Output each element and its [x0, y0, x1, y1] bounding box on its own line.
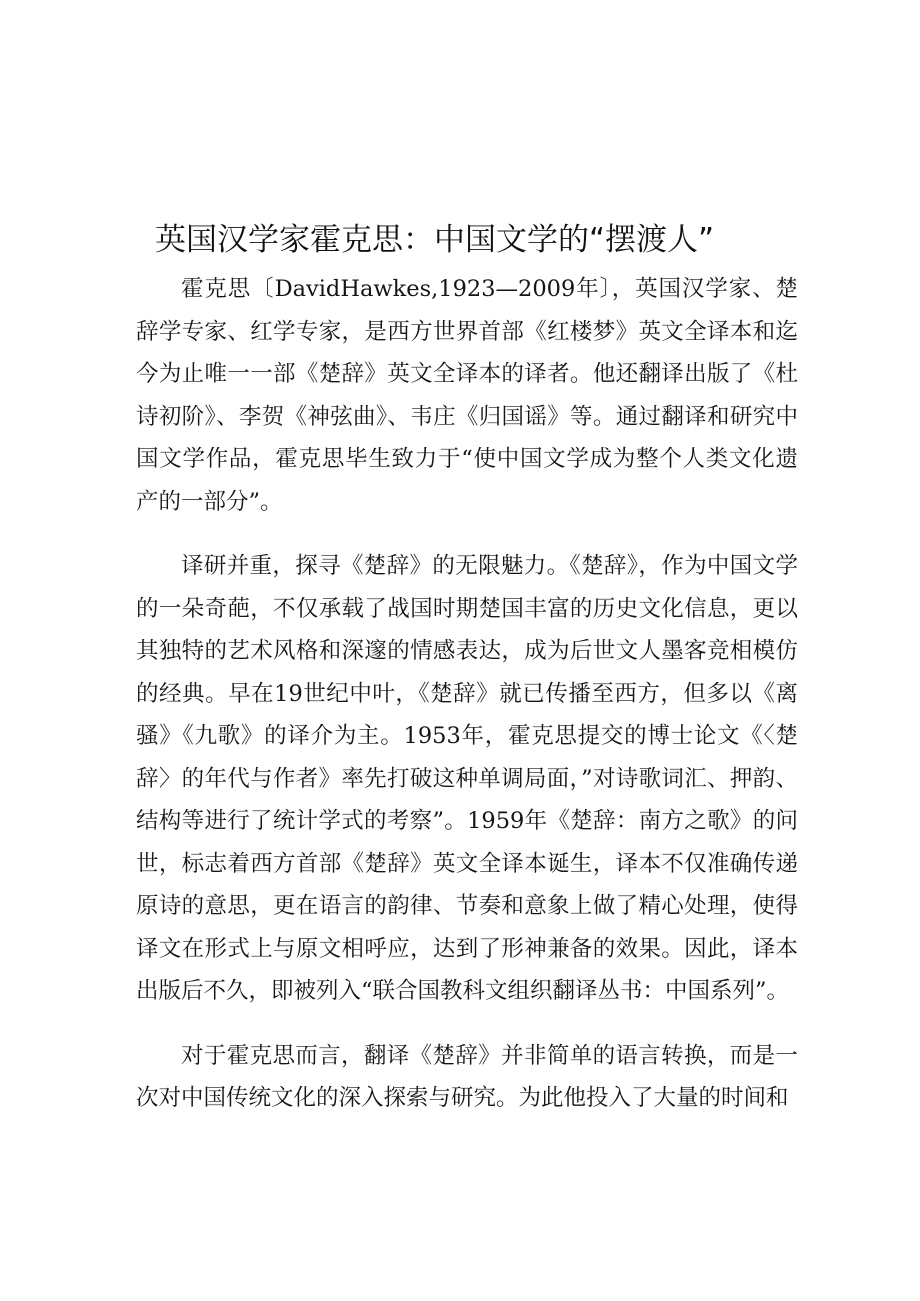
- article-body: [136, 268, 798, 1142]
- paragraph-research: 对于霍克思而言，翻译《楚辞》并非简单的语言转换，而是一次对中国传统文化的深入探索与研究。为此他投入了大量的时间和: [136, 1042, 798, 1111]
- paragraph-intro: 霍克思〔DavidHawkes,1923—2009年〕，英国汉学家、楚辞学专家、红学专家，是西方世界首部《红楼梦》英文全译本和迄今为止唯一一部《楚辞》英文全译本的译者。他还翻译出版了《杜诗初阶》、李贺《神弦曲》、韦庄《归国谣》等。通过翻译和研究中国文学作品，霍克思毕生致力于“使中国文学成为整个人类文化遗产的一部分”。: [136, 276, 798, 515]
- article-title: 英国汉学家霍克思：中国文学的“摆渡人”: [155, 222, 715, 258]
- paragraph-chuci-translation: 译研并重，探寻《楚辞》的无限魅力。《楚辞》，作为中国文学的一朵奇葩，不仅承载了战国时期楚国丰富的历史文化信息，更以其独特的艺术风格和深邃的情感表达，成为后世文人墨客竞相模仿的经典。早在19世纪中叶，《楚辞》就已传播至西方，但多以《离骚》《九歌》的译介为主。1953年，霍克思提交的博士论文《〈楚辞〉的年代与作者》率先打破这种单调局面，”对诗歌词汇、押韵、结构等进行了统计学式的考察”。1959年《楚辞：南方之歌》的问世，标志着西方首部《楚辞》英文全译本诞生，译本不仅准确传递原诗的意思，更在语言的韵律、节奏和意象上做了精心处理，使得译文在形式上与原文相呼应，达到了形神兼备的效果。因此，译本出版后不久，即被列入“联合国教科文组织翻译丛书：中国系列”。: [136, 553, 798, 1004]
